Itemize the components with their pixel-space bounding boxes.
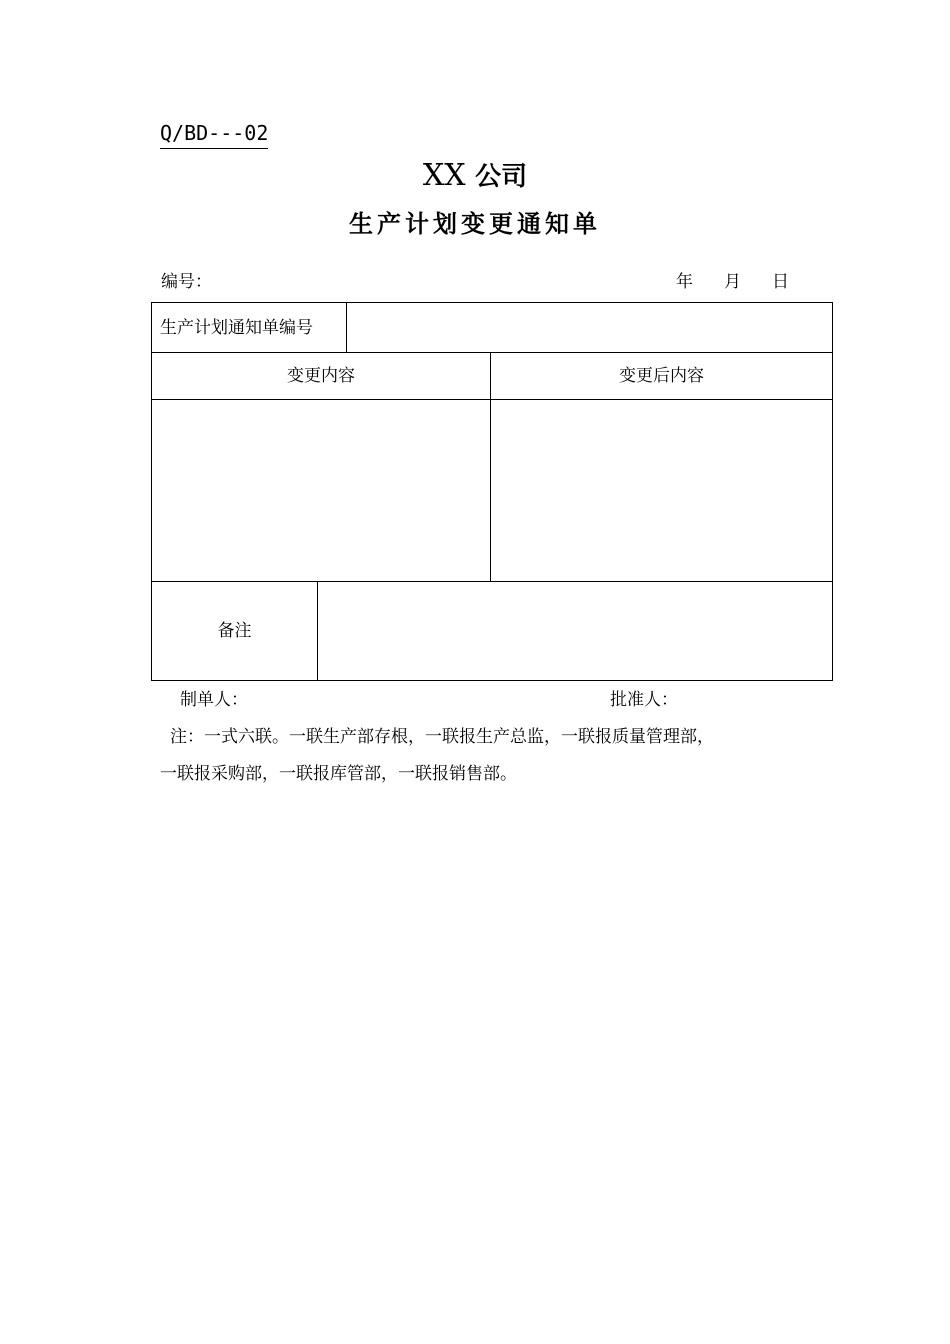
header-row	[152, 353, 833, 400]
remarks-row	[152, 582, 833, 681]
date-day-label: 日	[772, 272, 789, 292]
change-form-table	[151, 302, 833, 681]
company-name	[0, 156, 950, 197]
plan-number-field[interactable]	[347, 303, 833, 353]
document-code: Q/BD---02	[160, 120, 268, 149]
after-change-content[interactable]	[491, 400, 833, 582]
content-row	[152, 400, 833, 582]
plan-number-label: 生产计划通知单编号	[152, 303, 347, 353]
number-label: 编号：	[161, 272, 212, 292]
remarks-label: 备注	[152, 582, 318, 681]
form-title: 生产计划变更通知单	[349, 210, 601, 238]
remarks-field[interactable]	[318, 582, 833, 681]
company-name-cn: 公司	[475, 162, 528, 192]
date-month-label: 月	[724, 272, 741, 292]
note-line-2: 一联报采购部，一联报库管部，一联报销售部。	[160, 764, 517, 784]
plan-number-row	[152, 303, 833, 353]
before-change-content[interactable]	[152, 400, 491, 582]
maker-label: 制单人：	[180, 690, 248, 710]
before-change-header: 变更内容	[152, 353, 491, 400]
approver-label: 批准人：	[610, 690, 678, 710]
note-line-1: 注：一式六联。一联生产部存根，一联报生产总监，一联报质量管理部，	[170, 727, 714, 747]
company-name-latin: XX	[422, 158, 466, 193]
date-year-label: 年	[676, 272, 693, 292]
after-change-header: 变更后内容	[491, 353, 833, 400]
